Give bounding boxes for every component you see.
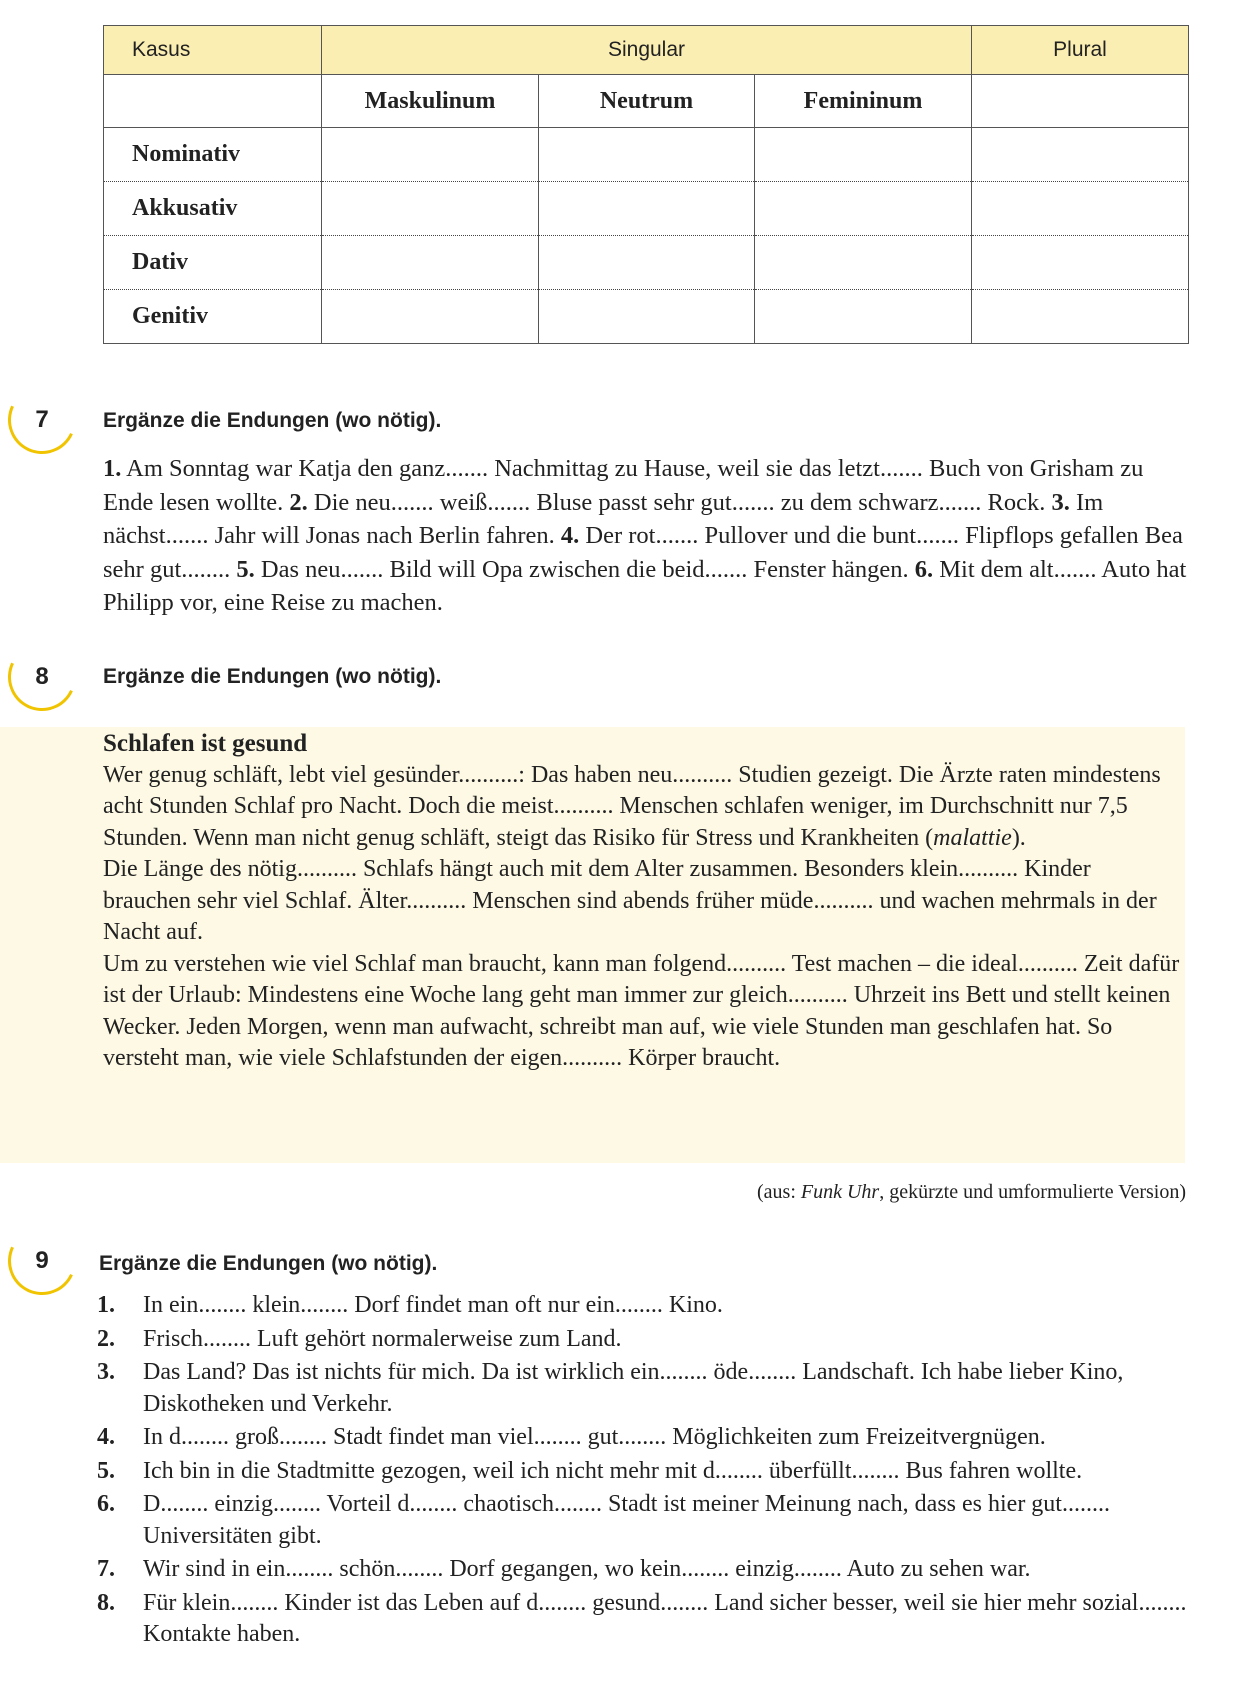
exercise-8-title: Ergänze die Endungen (wo nötig). <box>103 665 442 688</box>
list-item: 4. In d........ groß........ Stadt findet man viel........ gut........ Möglichkeiten zum Freizeitvergnügen. <box>97 1424 1046 1450</box>
blank-cell <box>104 75 322 128</box>
gender-feminine: Femininum <box>755 75 972 128</box>
list-item: 6. D........ einzig........ Vorteil d........ chaotisch........ Stadt ist meiner Meinung nach, dass es hier gut........ Universitäten gibt. <box>97 1491 1110 1549</box>
answer-cell[interactable] <box>755 290 972 344</box>
declension-table <box>103 25 1189 344</box>
answer-cell[interactable] <box>322 290 539 344</box>
gender-neuter: Neutrum <box>539 75 755 128</box>
reading-paragraph-2: Die Länge des nötig.......... Schlafs hängt auch mit dem Alter zusammen. Besonders klein.......... Kinder brauchen sehr viel Schlaf. Älter.......... Menschen sind abends früher müde.......... und wachen mehrmals in der Nacht auf. <box>103 856 1157 945</box>
header-plural: Plural <box>972 26 1189 75</box>
answer-cell[interactable] <box>539 182 755 236</box>
source-citation: (aus: Funk Uhr, gekürzte und umformulierte Version) <box>757 1181 1186 1203</box>
list-item: 1. In ein........ klein........ Dorf findet man oft nur ein........ Kino. <box>97 1292 723 1318</box>
header-singular: Singular <box>322 26 972 75</box>
answer-cell[interactable] <box>755 128 972 182</box>
answer-cell[interactable] <box>755 236 972 290</box>
reading-title: Schlafen ist gesund <box>103 730 308 757</box>
answer-cell[interactable] <box>972 290 1189 344</box>
reading-paragraph-3: Um zu verstehen wie viel Schlaf man braucht, kann man folgend.......... Test machen – die ideal.......... Zeit dafür ist der Urlaub: Mindestens eine Woche lang geht man immer zur gleich.......... Uhrzeit ins Bett und stellt keinen Wecker. Jeden Morgen, wenn man aufwacht, schreibt man auf, wie viele Stunden man geschlafen hat. So versteht man, wie viele Schlafstunden der eigen.......... Körper braucht. <box>103 950 1180 1071</box>
answer-cell[interactable] <box>322 182 539 236</box>
exercise-9-list <box>97 1290 1197 1653</box>
header-kasus: Kasus <box>104 26 322 75</box>
exercise-7-title: Ergänze die Endungen (wo nötig). <box>103 409 442 432</box>
exercise-8-badge: 8 <box>0 633 86 720</box>
list-item: 3. Das Land? Das ist nichts für mich. Da ist wirklich ein........ öde........ Landschaft. Ich habe lieber Kino, Diskotheken und Verkehr. <box>97 1359 1124 1417</box>
reading-paragraph-1: Wer genug schläft, lebt viel gesünder..........: Das haben neu.......... Studien gezeigt. Die Ärzte raten mindestens acht Stunden Schlaf pro Nacht. Doch die meist.......... Menschen schlafen weniger, im Durchschnitt nur 7,5 Stunden. Wenn man nicht genug schläft, steigt das Risiko für Stress und Krankheiten (malattie). <box>103 761 1161 851</box>
answer-cell[interactable] <box>322 128 539 182</box>
list-item: 2. Frisch........ Luft gehört normalerweise zum Land. <box>97 1325 622 1352</box>
blank-cell <box>972 75 1189 128</box>
answer-cell[interactable] <box>322 236 539 290</box>
list-item: 7. Wir sind in ein........ schön........ Dorf gegangen, wo kein........ einzig........ Auto zu sehen war. <box>97 1556 1031 1582</box>
answer-cell[interactable] <box>539 128 755 182</box>
exercise-7-text: 1. Am Sonntag war Katja den ganz....... Nachmittag zu Hause, weil sie das letzt....... Buch von Grisham zu Ende lesen wollte. 2. Die neu....... weiß....... Bluse passt sehr gut....... zu dem schwarz....... Rock. 3. Im nächst....... Jahr will Jonas nach Berlin fahren. 4. Der rot....... Pullover und die bunt....... Flipflops gefallen Bea sehr gut........ 5. Das neu....... Bild will Opa zwischen die beid....... Fenster hängen. 6. Mit dem alt....... Auto hat Philipp vor, eine Reise zu machen. <box>103 455 1187 616</box>
answer-cell[interactable] <box>539 236 755 290</box>
gender-masculine: Maskulinum <box>322 75 539 128</box>
answer-cell[interactable] <box>755 182 972 236</box>
reading-text <box>103 728 1183 1075</box>
answer-cell[interactable] <box>972 236 1189 290</box>
case-genitiv: Genitiv <box>104 290 322 344</box>
list-item: 5. Ich bin in die Stadtmitte gezogen, weil ich nicht mehr mit d........ überfüllt........ Bus fahren wollte. <box>97 1457 1083 1484</box>
case-dativ: Dativ <box>104 236 322 290</box>
list-item: 8. Für klein........ Kinder ist das Leben auf d........ gesund........ Land sicher besser, weil sie hier mehr sozial........ Kontakte haben. <box>97 1589 1187 1647</box>
answer-cell[interactable] <box>972 128 1189 182</box>
case-nominativ: Nominativ <box>104 128 322 182</box>
exercise-7-badge: 7 <box>0 376 86 463</box>
case-akkusativ: Akkusativ <box>104 182 322 236</box>
answer-cell[interactable] <box>972 182 1189 236</box>
exercise-9-badge: 9 <box>0 1217 86 1304</box>
answer-cell[interactable] <box>539 290 755 344</box>
exercise-9-title: Ergänze die Endungen (wo nötig). <box>99 1252 438 1275</box>
